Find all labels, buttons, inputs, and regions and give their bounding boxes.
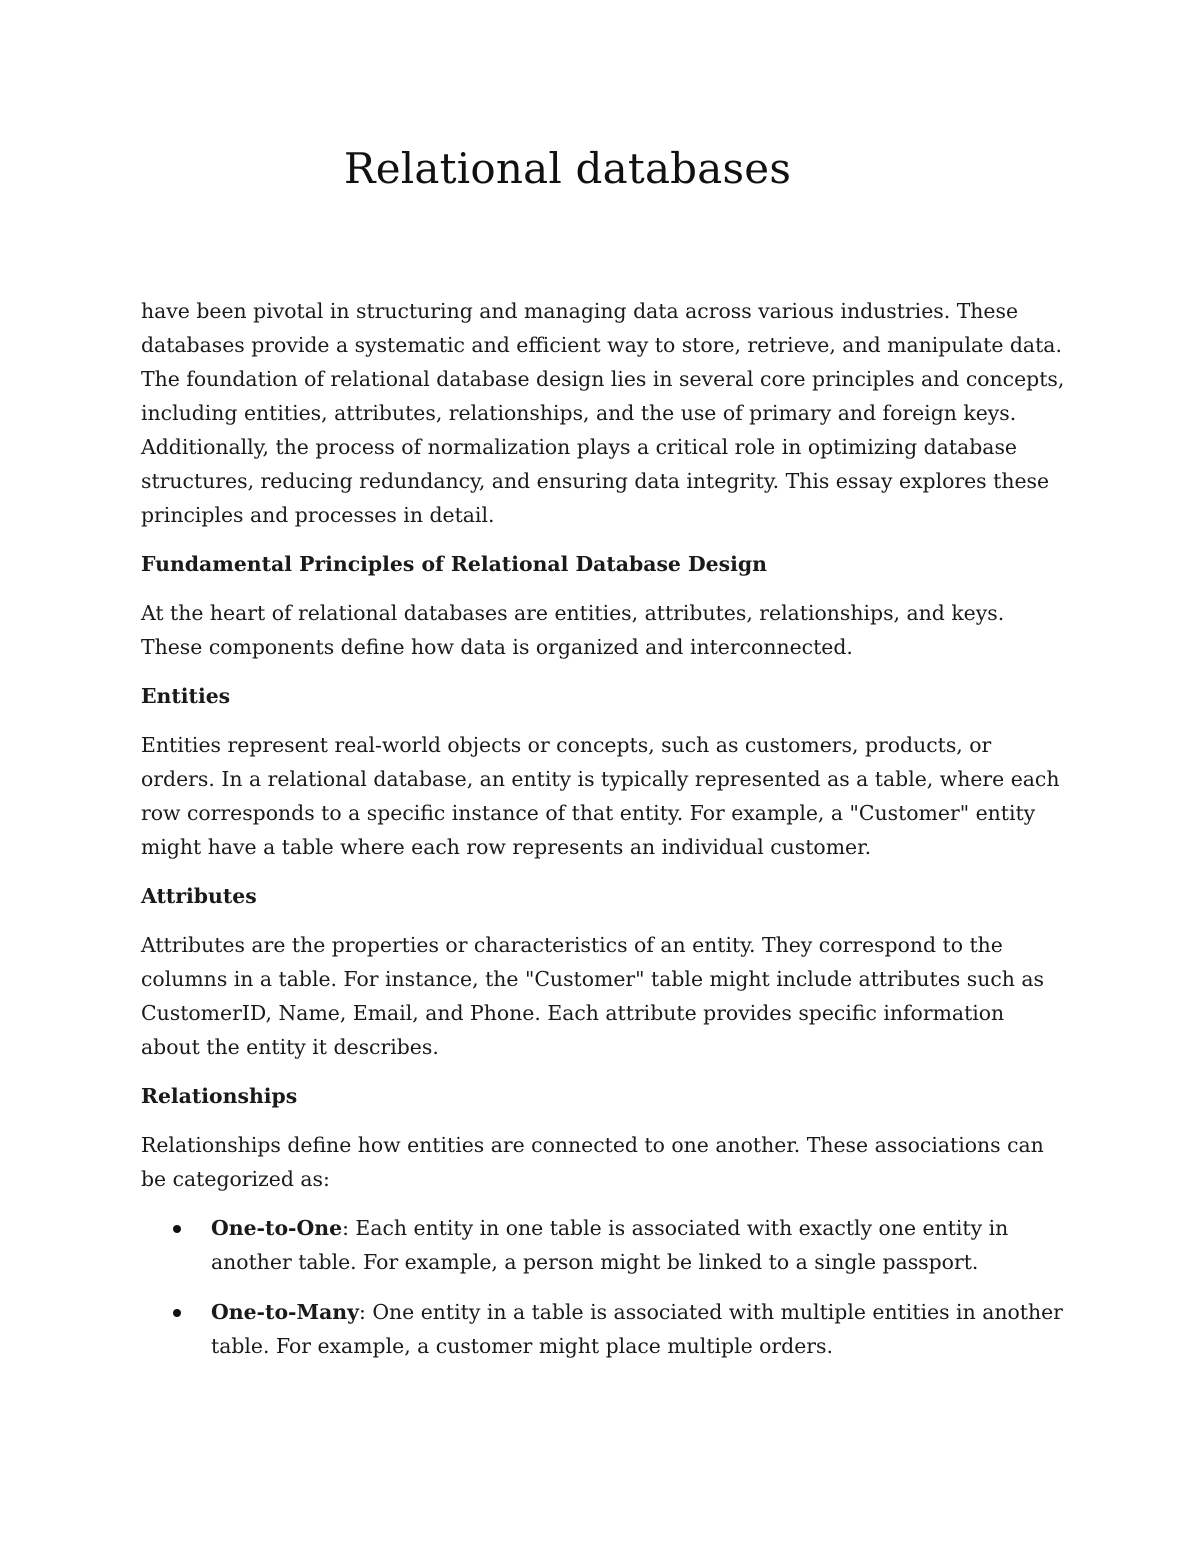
bullet-icon [173, 1309, 181, 1317]
term-one-to-many: One-to-Many [211, 1300, 359, 1324]
bullet-icon [173, 1225, 181, 1233]
heading-relationships: Relationships [141, 1084, 298, 1108]
paragraph-fundamentals: At the heart of relational databases are entities, attributes, relationships, and keys. These components define how data is organized and interconnected. [141, 601, 1005, 659]
heading-entities: Entities [141, 684, 231, 708]
definition-one-to-one: : Each entity in one table is associated with exactly one entity in another table. For example, a person might be linked to a single passport. [211, 1216, 1009, 1274]
heading-attributes: Attributes [141, 884, 257, 908]
document-body [141, 294, 1066, 1379]
intro-paragraph: have been pivotal in structuring and managing data across various industries. These databases provide a systematic and efficient way to store, retrieve, and manipulate data. The foundation of relational database design lies in several core principles and concepts, including entities, attributes, relationships, and the use of primary and foreign keys. Additionally, the process of normalization plays a critical role in optimizing database structures, reducing redundancy, and ensuring data integrity. This essay explores these principles and processes in detail. [141, 299, 1065, 527]
list-item-one-to-one [211, 1211, 1066, 1279]
paragraph-entities: Entities represent real-world objects or concepts, such as customers, products, or orders. In a relational database, an entity is typically represented as a table, where each row corresponds to a specific instance of that entity. For example, a "Customer" entity might have a table where each row represents an individual customer. [141, 733, 1060, 859]
relationship-types-list [141, 1211, 1066, 1363]
term-one-to-one: One-to-One [211, 1216, 343, 1240]
list-item-one-to-many [211, 1295, 1066, 1363]
heading-fundamentals: Fundamental Principles of Relational Database Design [141, 552, 767, 576]
definition-one-to-many: : One entity in a table is associated with multiple entities in another table. For example, a customer might place multiple orders. [211, 1300, 1063, 1358]
paragraph-relationships: Relationships define how entities are connected to one another. These associations can be categorized as: [141, 1133, 1044, 1191]
document-title: Relational databases [343, 144, 792, 193]
paragraph-attributes: Attributes are the properties or characteristics of an entity. They correspond to the columns in a table. For instance, the "Customer" table might include attributes such as CustomerID, Name, Email, and Phone. Each attribute provides specific information about the entity it describes. [141, 933, 1044, 1059]
